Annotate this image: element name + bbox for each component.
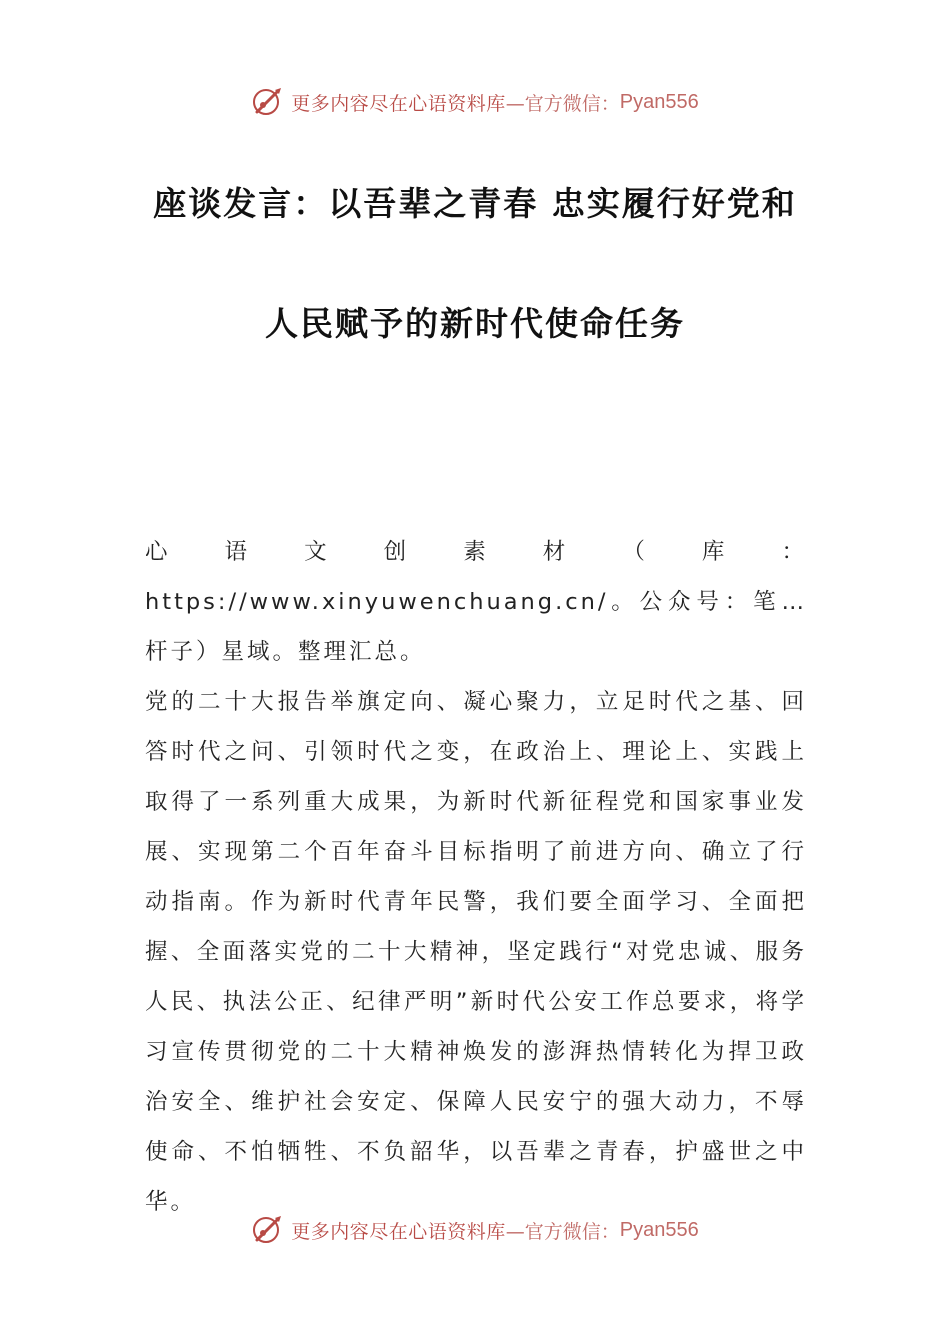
source-note: 心语文创素材（库：https://www.xinyuwenchuang.cn/。公众号：笔…杆子）星域。整理汇总。 [145, 539, 807, 665]
document-title-line-2: 人民赋予的新时代使命任务 [265, 304, 685, 343]
banner-contact-label: —官方微信： [505, 92, 620, 115]
banner-contact-label: —官方微信： [505, 1220, 620, 1243]
banner-text: 更多内容尽在心语资料库 [291, 92, 506, 115]
pen-logo-icon [251, 85, 285, 119]
document-body [145, 527, 807, 1227]
footer-banner [0, 1210, 950, 1250]
banner-wechat-id: Pyan556 [619, 90, 699, 113]
header-banner [0, 82, 950, 122]
pen-logo-icon [251, 1213, 285, 1247]
body-paragraph: 党的二十大报告举旗定向、凝心聚力，立足时代之基、回答时代之问、引领时代之变，在政治上、理论上、实践上取得了一系列重大成果，为新时代新征程党和国家事业发展、实现第二个百年奋斗目标指明了前进方向、确立了行动指南。作为新时代青年民警，我们要全面学习、全面把握、全面落实党的二十大精神，坚定践行“对党忠诚、服务人民、执法公正、纪律严明”新时代公安工作总要求，将学习宣传贯彻党的二十大精神焕发的澎湃热情转化为捍卫政治安全、维护社会安定、保障人民安宁的强大动力，不辱使命、不怕牺牲、不负韶华，以吾辈之青春，护盛世之中华。 [145, 689, 807, 1215]
banner-text: 更多内容尽在心语资料库 [291, 1220, 506, 1243]
banner-wechat-id: Pyan556 [619, 1218, 699, 1241]
document-title-line-1: 座谈发言：以吾辈之青春 忠实履行好党和 [153, 184, 797, 223]
